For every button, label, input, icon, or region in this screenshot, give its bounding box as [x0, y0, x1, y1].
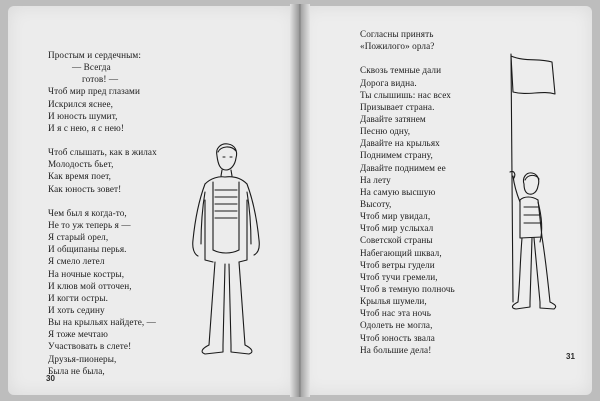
poem-line: На ночные костры,: [48, 268, 125, 279]
poem-line: [360, 52, 455, 64]
poem-line: Поднимем страну,: [360, 150, 433, 161]
page-number-right: 31: [566, 352, 575, 361]
poem-line: Чтоб тучи гремели,: [360, 271, 438, 282]
poem-line: Дорога видна.: [360, 77, 417, 88]
poem-line: И юность шумит,: [48, 110, 118, 121]
poem-line: Крылья шумели,: [360, 296, 427, 307]
poem-line: На большие дела!: [360, 344, 432, 355]
poem-line: Советской страны: [360, 235, 433, 246]
poem-line: И я с нею, я с нею!: [48, 122, 124, 133]
book-gutter: [290, 4, 310, 397]
poem-line: Участвовать в слете!: [48, 341, 132, 352]
poem-line: Одолеть не могла,: [360, 320, 433, 331]
poem-line: Чтоб слышать, как в жилах: [48, 147, 157, 158]
poem-line: Вы на крыльях найдете, —: [48, 317, 156, 328]
poem-line: Чтоб нас эта ночь: [360, 308, 432, 319]
poem-line: Сквозь темные дали: [360, 65, 442, 76]
poem-line: Как юность зовет!: [48, 183, 122, 194]
poem-line: Чтоб в темную полночь: [360, 283, 455, 294]
page-number-left: 30: [46, 374, 55, 383]
left-poem-text: [48, 49, 157, 377]
poem-line: И когти остры.: [48, 292, 109, 303]
poem-line: Ты слышишь: нас всех: [360, 89, 451, 100]
poem-line: Призывает страна.: [360, 101, 435, 112]
poem-line: Чтоб ветры гудели: [360, 259, 435, 270]
poem-line: Чтоб юность звала: [360, 332, 435, 343]
poem-line: Набегающий шквал,: [360, 247, 442, 258]
flag-bearer-illustration: [480, 52, 570, 322]
poem-line: Была не была,: [48, 365, 105, 376]
poem-line: Давайте затянем: [360, 113, 426, 124]
poem-line: Друзья-пионеры,: [48, 353, 117, 364]
poem-line: Молодость бьет,: [48, 159, 114, 170]
poem-line: На самую высшую: [360, 186, 436, 197]
poem-line: Чтоб мир услыхал: [360, 223, 434, 234]
poem-line: Как время поет,: [48, 171, 112, 182]
poem-line: Давайте на крыльях: [360, 138, 440, 149]
poem-line: Не то уж теперь я —: [48, 219, 131, 230]
poem-line: Я смело летел: [48, 256, 105, 267]
poem-line: [48, 195, 157, 207]
poem-line: Высоту,: [360, 198, 392, 209]
poem-line: [48, 134, 157, 146]
poem-line: — Всегда: [72, 62, 111, 73]
poem-line: Простым и сердечным:: [48, 50, 141, 60]
poem-line: Чем был я когда-то,: [48, 207, 127, 218]
poem-line: готов! —: [82, 74, 119, 85]
poem-line: Чтоб мир увидал,: [360, 211, 431, 222]
poem-line: Чтоб мир пред глазами: [48, 86, 140, 97]
poem-line: Песню одну,: [360, 126, 411, 137]
standing-man-illustration: [175, 140, 275, 370]
poem-line: И общипаны перья.: [48, 244, 127, 255]
poem-line: Я старый орел,: [48, 232, 109, 243]
poem-line: «Пожилого» орла?: [360, 41, 435, 52]
poem-line: На лету: [360, 174, 391, 185]
poem-line: И хоть седину: [48, 304, 105, 315]
poem-line: Давайте поднимем ее: [360, 162, 446, 173]
poem-line: Искрился яснее,: [48, 98, 114, 109]
poem-line: Я тоже мечтаю: [48, 329, 108, 340]
poem-line: И клюв мой отточен,: [48, 280, 132, 291]
right-poem-text: [360, 28, 455, 356]
poem-line: Согласны принять: [360, 29, 434, 39]
